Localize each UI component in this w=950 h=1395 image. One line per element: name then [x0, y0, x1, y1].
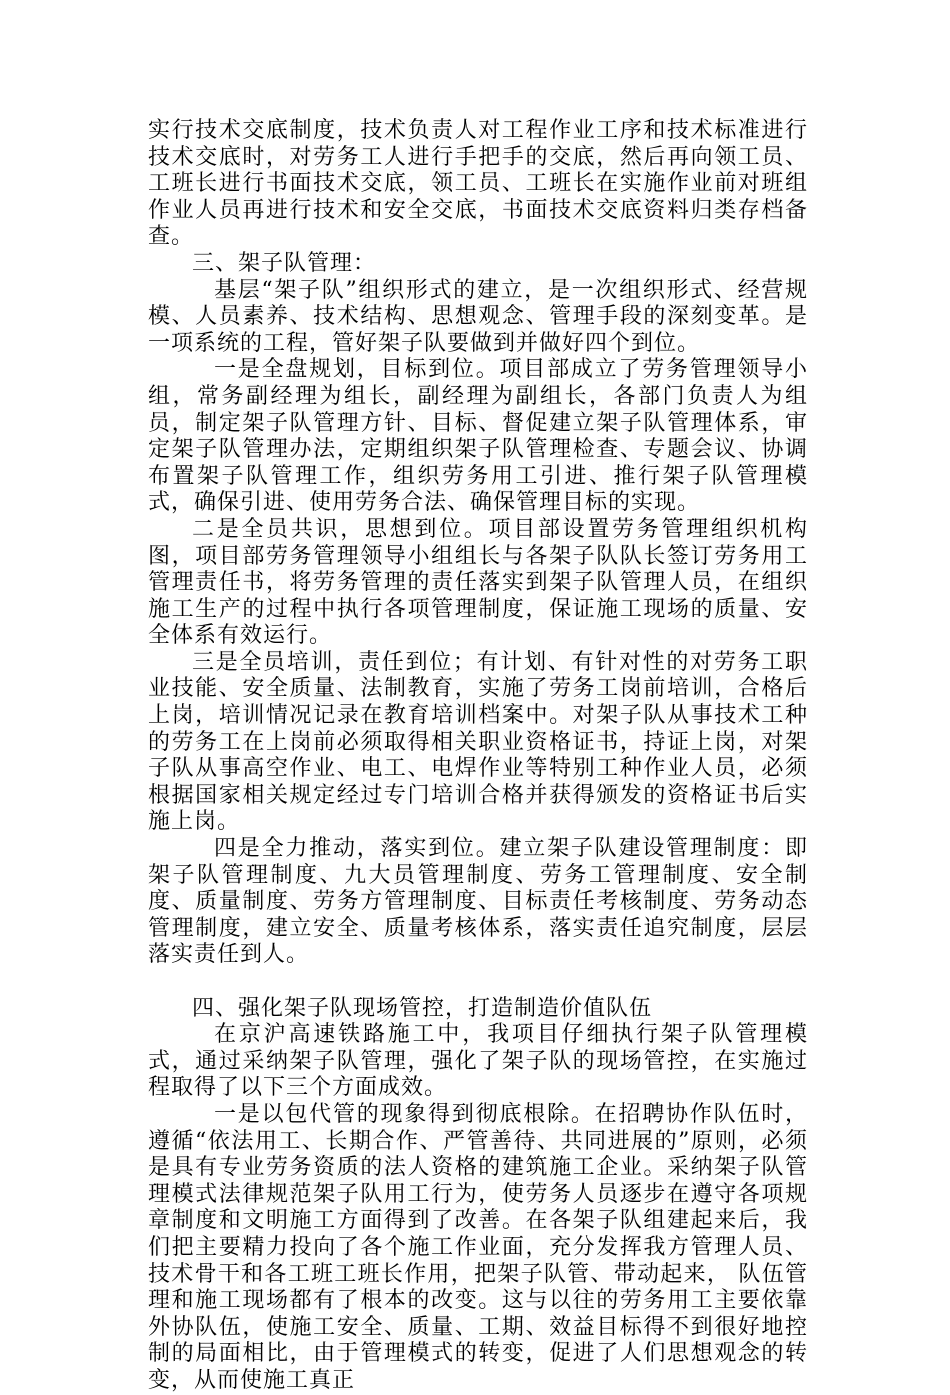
paragraph-point-4: 四是全力推动，落实到位。建立架子队建设管理制度：即架子队管理制度、九大员管理制度、劳务工管理制度、安全制度、质量制度、劳务方管理制度、目标责任考核制度、劳务动态管理制度，建立安全、质量考核体系，落实责任追究制度，层层落实责任到人。	[148, 836, 808, 968]
paragraph-result-1: 一是以包代管的现象得到彻底根除。在招聘协作队伍时，遵循“依法用工、长期合作、严管善待、共同进展的”原则，必须是具有专业劳务资质的法人资格的建筑施工企业。采纳架子队管理模式法律规范架子队用工行为，使劳务人员逐步在遵守各项规章制度和文明施工方面得到了改善。在各架子队组建起来后，我们把主要精力投向了各个施工作业面，充分发挥我方管理人员、技术骨干和各工班工班长作用，把架子队管、带动起来， 队伍管理和施工现场都有了根本的改变。这与以往的劳务用工主要依靠外协队伍，使施工安全、质量、工期、效益目标得不到很好地控制的局面相比，由于管理模式的转变，促进了人们思想观念的转变，从而使施工真正	[148, 1101, 808, 1393]
paragraph-spacer	[148, 969, 808, 996]
paragraph-technical-briefing: 实行技术交底制度，技术负责人对工程作业工序和技术标准进行技术交底时，对劳务工人进行手把手的交底，然后再向领工员、工班长进行书面技术交底，领工员、工班长在实施作业前对班组作业人员再进行技术和安全交底，书面技术交底资料归类存档备查。	[148, 118, 808, 250]
paragraph-team-organization: 基层“架子队”组织形式的建立，是一次组织形式、经营规模、人员素养、技术结构、思想观念、管理手段的深刻变革。是一项系统的工程，管好架子队要做到并做好四个到位。	[148, 277, 808, 356]
document-page	[148, 118, 808, 1395]
section-heading-4: 四、强化架子队现场管控，打造制造价值队伍	[192, 995, 653, 1021]
paragraph-point-2: 二是全员共识，思想到位。项目部设置劳务管理组织机构图，项目部劳务管理领导小组组长与各架子队队长签订劳务用工管理责任书，将劳务管理的责任落实到架子队管理人员，在组织施工生产的过程中执行各项管理制度，保证施工现场的质量、安全体系有效运行。	[148, 516, 808, 649]
section-heading-3: 三、架子队管理：	[192, 250, 377, 276]
paragraph-point-1: 一是全盘规划，目标到位。项目部成立了劳务管理领导小组，常务副经理为组长，副经理为副组长，各部门负责人为组员，制定架子队管理方针、目标、督促建立架子队管理体系，审定架子队管理办法，定期组织架子队管理检查、专题会议、协调布置架子队管理工作，组织劳务用工引进、推行架子队管理模式，确保引进、使用劳务合法、确保管理目标的实现。	[148, 357, 808, 516]
paragraph-point-3: 三是全员培训，责任到位；有计划、有针对性的对劳务工职业技能、安全质量、法制教育，实施了劳务工岗前培训，合格后上岗，培训情况记录在教育培训档案中。对架子队从事技术工种的劳务工在上岗前必须取得相关职业资格证书，持证上岗，对架子队从事高空作业、电工、电焊作业等特别工种作业人员，必须根据国家相关规定经过专门培训合格并获得颁发的资格证书后实施上岗。	[148, 649, 808, 835]
paragraph-intro-results: 在京沪高速铁路施工中，我项目仔细执行架子队管理模式，通过采纳架子队管理，强化了架子队的现场管控，在实施过程取得了以下三个方面成效。	[148, 1022, 808, 1101]
